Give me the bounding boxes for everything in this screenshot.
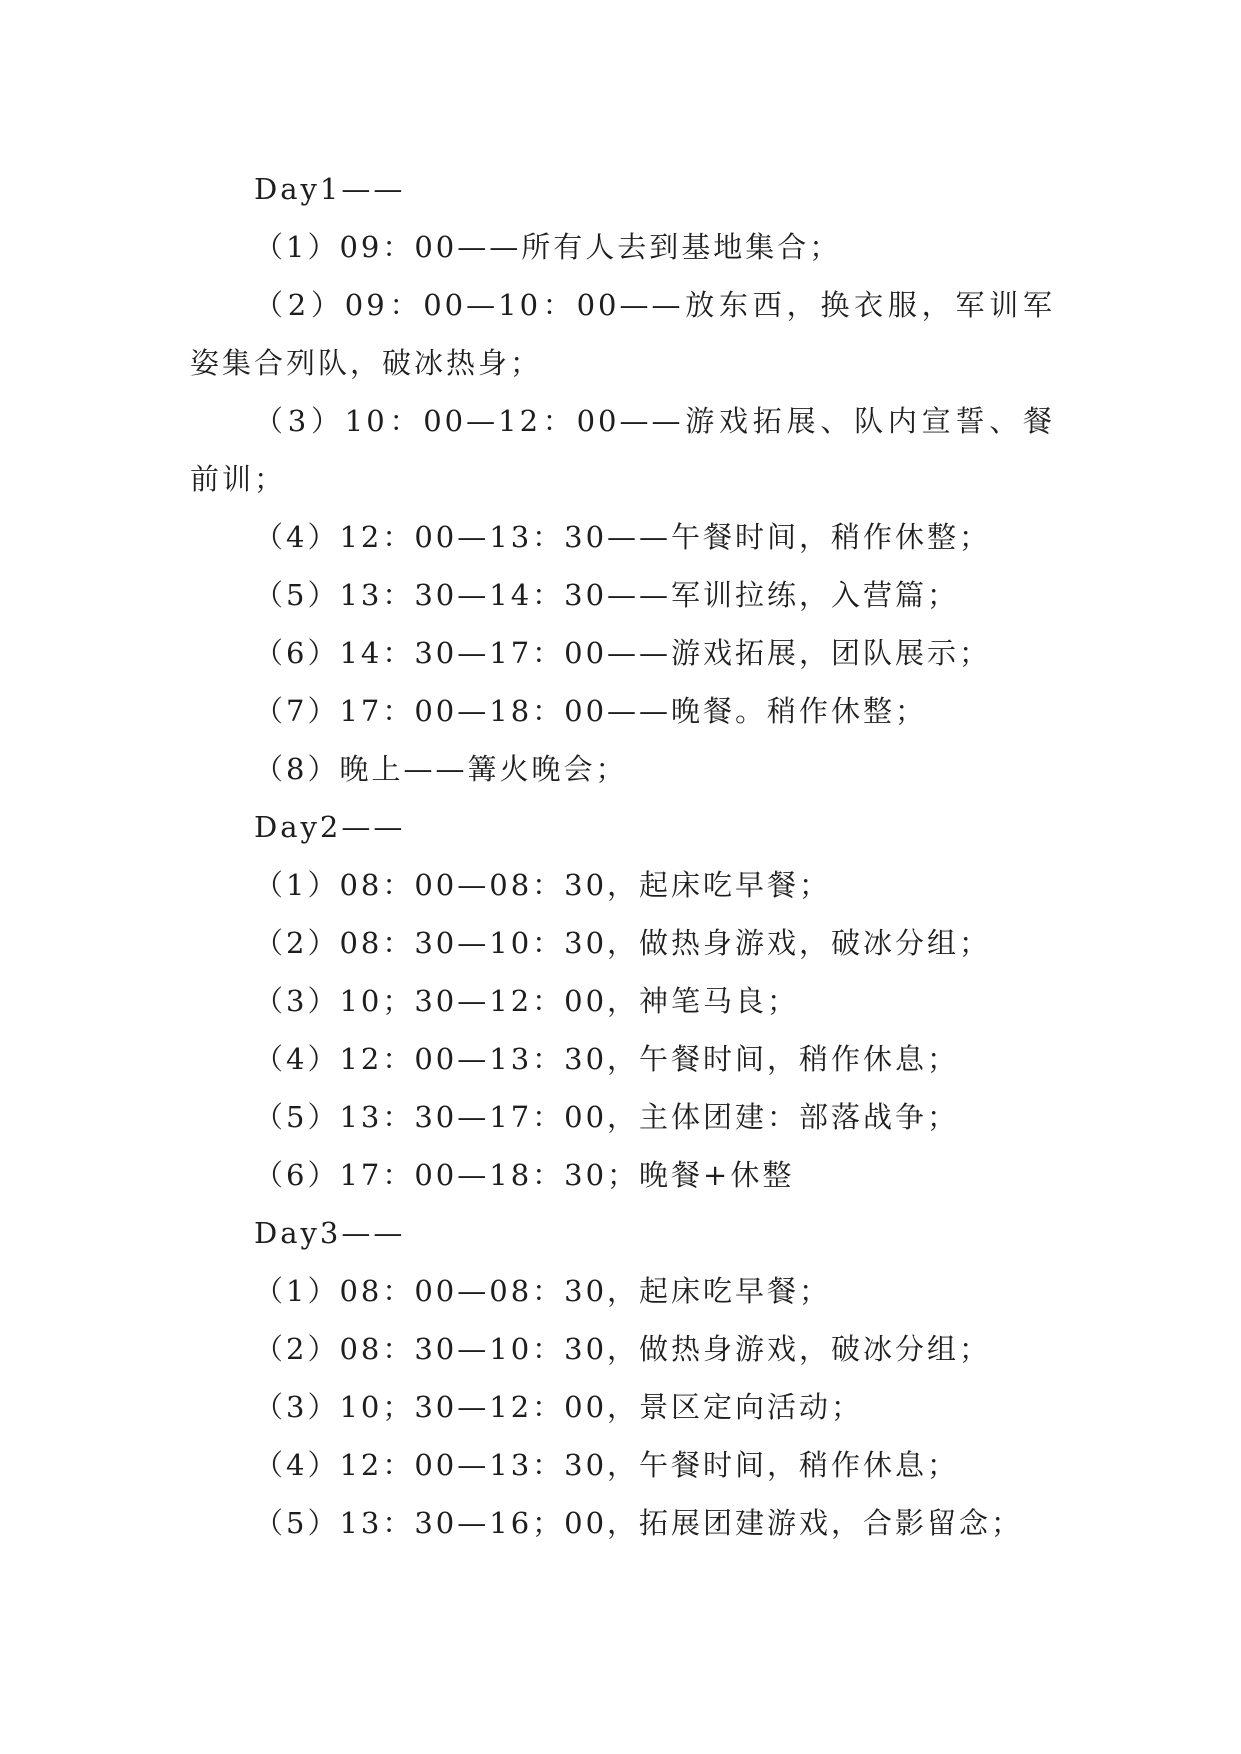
day1-item-4: （4）12：00—13：30——午餐时间，稍作休整；	[254, 520, 992, 554]
day2-item-5: （5）13：30—17：00，主体团建：部落战争；	[254, 1100, 960, 1134]
day2-item-3: （3）10；30—12：00，神笔马良；	[254, 984, 800, 1018]
day2-heading: Day2——	[254, 810, 406, 844]
day2-item-6: （6）17：00—18：30；晚餐+休整	[254, 1158, 795, 1192]
day1-item-7: （7）17：00—18：00——晚餐。稍作休整；	[254, 694, 928, 728]
day3-item-5: （5）13：30—16；00，拓展团建游戏，合影留念；	[254, 1506, 1024, 1540]
day2-item-4: （4）12：00—13：30，午餐时间，稍作休息；	[254, 1042, 960, 1076]
document-body	[190, 160, 1055, 1552]
day3-item-2: （2）08：30—10：30，做热身游戏，破冰分组；	[254, 1332, 992, 1366]
day3-item-3: （3）10；30—12：00，景区定向活动；	[254, 1390, 864, 1424]
day1-item-1: （1）09：00——所有人去到基地集合；	[254, 230, 842, 264]
day3-heading: Day3——	[254, 1216, 406, 1250]
day3-item-4: （4）12：00—13：30，午餐时间，稍作休息；	[254, 1448, 960, 1482]
day3-item-1: （1）08：00—08：30，起床吃早餐；	[254, 1274, 832, 1308]
day1-item-5: （5）13：30—14：30——军训拉练，入营篇；	[254, 578, 960, 612]
day1-heading: Day1——	[254, 172, 406, 206]
day1-item-3: （3）10：00—12：00——游戏拓展、队内宣誓、餐前训；	[190, 404, 1055, 496]
day1-item-6: （6）14：30—17：00——游戏拓展，团队展示；	[254, 636, 992, 670]
day1-item-2: （2）09：00—10：00——放东西，换衣服，军训军姿集合列队，破冰热身；	[190, 288, 1055, 380]
day2-item-2: （2）08：30—10：30，做热身游戏，破冰分组；	[254, 926, 992, 960]
day2-item-1: （1）08：00—08：30，起床吃早餐；	[254, 868, 832, 902]
day1-item-8: （8）晚上——篝火晚会；	[254, 752, 628, 786]
